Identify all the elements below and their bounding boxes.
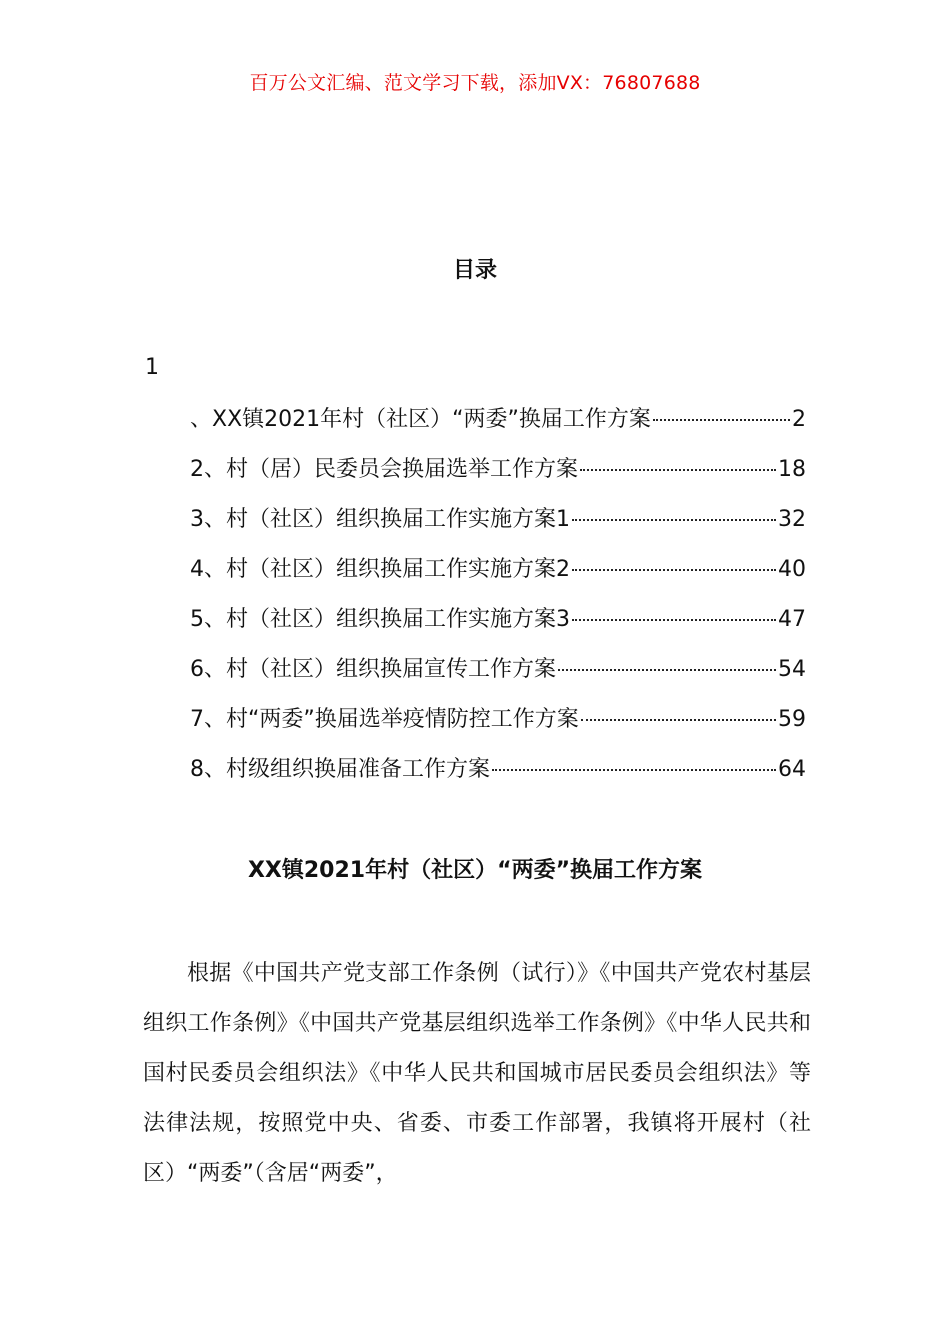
toc-item-text: 4、村（社区）组织换届工作实施方案2: [190, 557, 570, 582]
toc-item-text: 6、村（社区）组织换届宣传工作方案: [190, 657, 556, 682]
toc-item[interactable]: [190, 750, 806, 800]
toc-item-text: 2、村（居）民委员会换届选举工作方案: [190, 457, 578, 482]
toc-leader-dots: [558, 669, 776, 671]
toc-item-text: 8、村级组织换届准备工作方案: [190, 757, 490, 782]
toc-leader-dots: [580, 469, 776, 471]
toc-item[interactable]: [190, 400, 806, 450]
toc-leader-dots: [572, 519, 776, 521]
toc-title: 目录: [452, 258, 497, 283]
toc-number: 1: [145, 355, 159, 380]
toc-item-text: 7、村“两委”换届选举疫情防控工作方案: [190, 707, 579, 732]
toc-item-text: 、XX镇2021年村（社区）“两委”换届工作方案: [190, 407, 651, 432]
toc-leader-dots: [581, 719, 776, 721]
section-title: XX镇2021年村（社区）“两委”换届工作方案: [247, 858, 703, 883]
toc-item-page: 32: [778, 507, 806, 532]
toc-list: [190, 400, 806, 800]
toc-item[interactable]: [190, 500, 806, 550]
toc-item[interactable]: [190, 550, 806, 600]
toc-leader-dots: [653, 419, 790, 421]
toc-item[interactable]: [190, 700, 806, 750]
toc-item[interactable]: [190, 600, 806, 650]
toc-item-page: 2: [792, 407, 806, 432]
toc-item-page: 18: [778, 457, 806, 482]
toc-leader-dots: [572, 619, 776, 621]
header-note: 百万公文汇编、范文学习下载，添加VX：76807688: [249, 72, 701, 94]
toc-item-page: 64: [778, 757, 806, 782]
body-paragraph: 根据《中国共产党支部工作条例（试行）》《中国共产党农村基层组织工作条例》《中国共产党基层组织选举工作条例》《中华人民共和国村民委员会组织法》《中华人民共和国城市居民委员会组织法》等法律法规，按照党中央、省委、市委工作部署，我镇将开展村（社区）“两委”（含居“两委”，: [143, 961, 811, 1186]
toc-item[interactable]: [190, 450, 806, 500]
toc-leader-dots: [572, 569, 776, 571]
toc-item-page: 47: [778, 607, 806, 632]
toc-item-text: 5、村（社区）组织换届工作实施方案3: [190, 607, 570, 632]
toc-item-page: 40: [778, 557, 806, 582]
toc-leader-dots: [492, 769, 776, 771]
toc-item-page: 59: [778, 707, 806, 732]
toc-item-page: 54: [778, 657, 806, 682]
toc-item-text: 3、村（社区）组织换届工作实施方案1: [190, 507, 570, 532]
toc-item[interactable]: [190, 650, 806, 700]
